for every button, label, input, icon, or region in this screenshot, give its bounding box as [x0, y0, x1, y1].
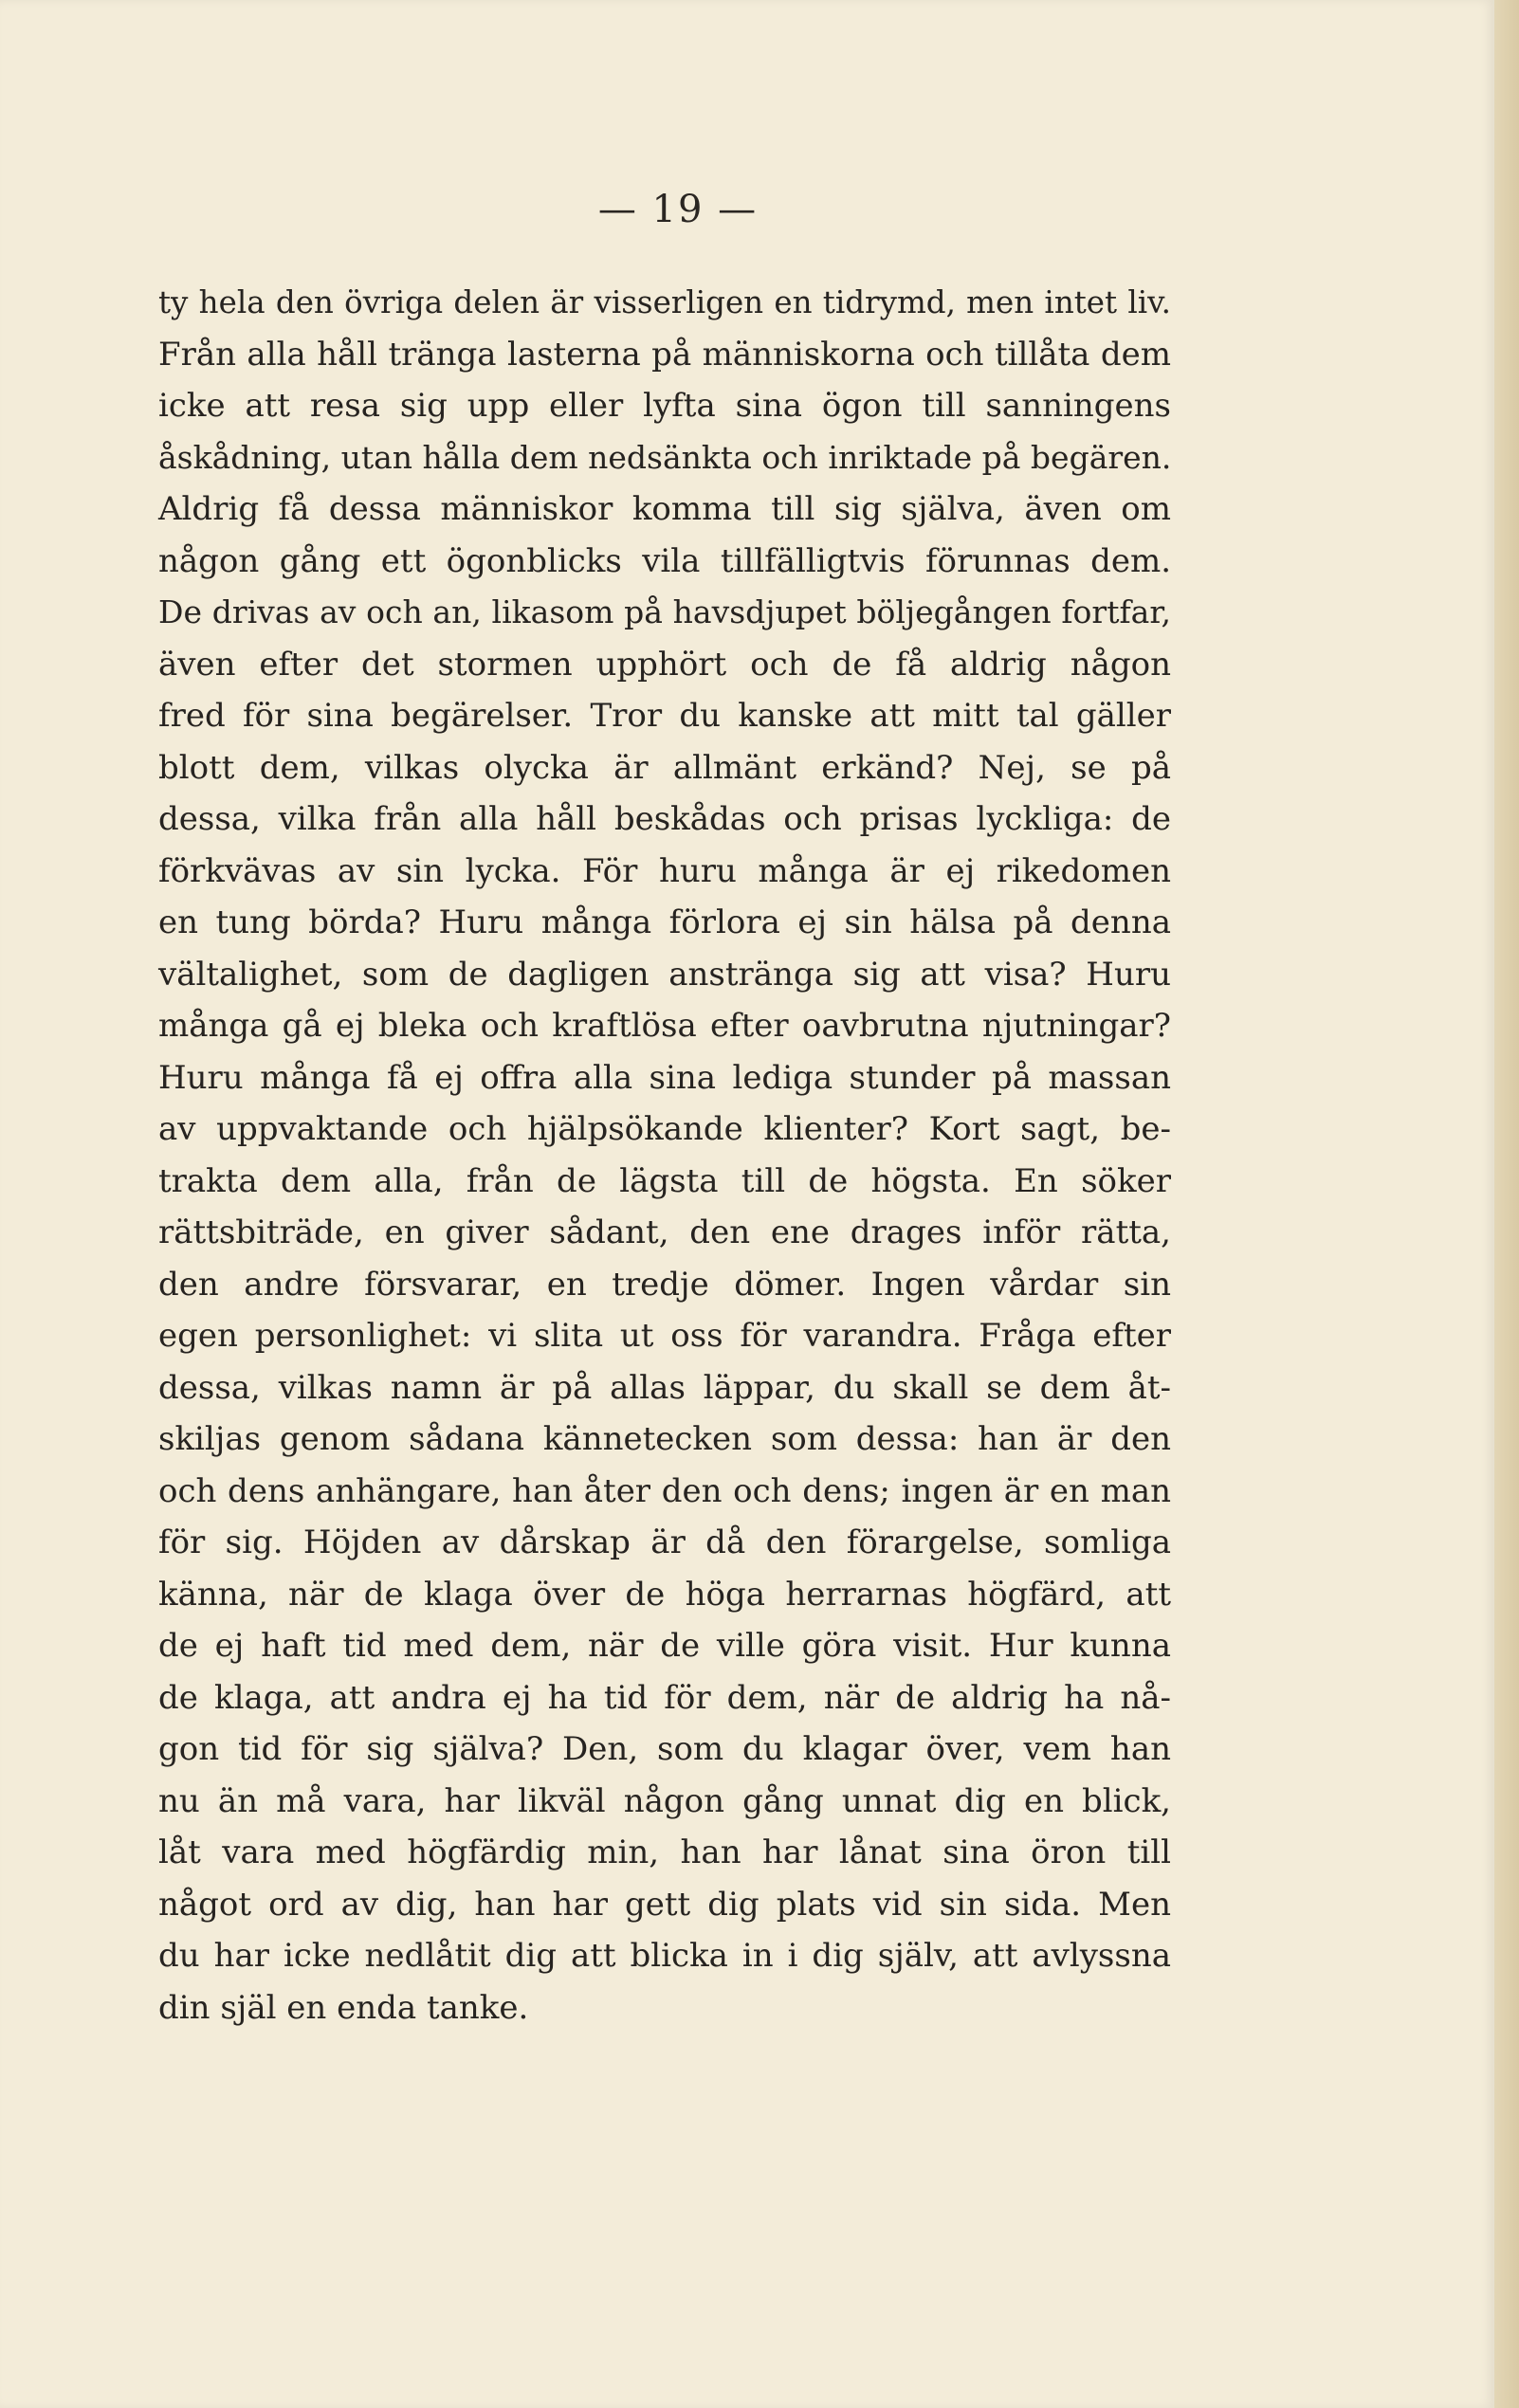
text-line: och dens anhängare, han åter den och dens; ingen är en man: [158, 1471, 1171, 1510]
text-line: blott dem, vilkas olycka är allmänt erkänd? Nej, se på: [158, 748, 1171, 787]
text-line: de ej haft tid med dem, när de ville göra visit. Hur kunna: [158, 1627, 1171, 1665]
page-number: — 19 —: [597, 188, 759, 231]
text-line: gon tid för sig själva? Den, som du klagar över, vem han: [158, 1730, 1171, 1768]
text-line: även efter det stormen upphört och de få aldrig någon: [158, 645, 1171, 684]
text-line: Aldrig få dessa människor komma till sig själva, även om: [158, 490, 1171, 528]
text-line: ty hela den övriga delen är visserligen en tidrymd, men intet liv.: [158, 284, 1171, 320]
body-text: [158, 277, 1171, 2034]
text-line: dessa, vilka från alla håll beskådas och prisas lyckliga: de: [158, 800, 1171, 838]
text-line: många gå ej bleka och kraftlösa efter oavbrutna njutningar?: [158, 1007, 1171, 1045]
text-line: känna, när de klaga över de höga herrarnas högfärd, att: [158, 1575, 1171, 1614]
text-line: vältalighet, som de dagligen anstränga sig att visa? Huru: [158, 955, 1171, 994]
text-line: fred för sina begärelser. Tror du kanske att mitt tal gäller: [158, 697, 1171, 735]
page-edge: [1494, 0, 1519, 2408]
text-line: någon gång ett ögonblicks vila tillfälligtvis förunnas dem.: [158, 541, 1171, 580]
text-line: De drivas av och an, likasom på havsdjupet böljegången fortfar,: [158, 593, 1171, 630]
text-line: låt vara med högfärdig min, han har lånat sina öron till: [158, 1833, 1171, 1871]
text-line: förkvävas av sin lycka. För huru många är ej rikedomen: [158, 851, 1171, 890]
text-line: något ord av dig, han har gett dig plats vid sin sida. Men: [158, 1885, 1171, 1924]
text-line: en tung börda? Huru många förlora ej sin hälsa på denna: [158, 903, 1171, 941]
text-line: åskådning, utan hålla dem nedsänkta och inriktade på begären.: [158, 438, 1172, 476]
text-line: av uppvaktande och hjälpsökande klienter? Kort sagt, be-: [158, 1110, 1171, 1148]
text-line: dessa, vilkas namn är på allas läppar, du skall se dem åt-: [158, 1368, 1171, 1407]
text-line: den andre försvarar, en tredje dömer. Ingen vårdar sin: [158, 1265, 1171, 1304]
text-line: rättsbiträde, en giver sådant, den ene drages inför rätta,: [158, 1213, 1171, 1251]
text-line: Huru många få ej offra alla sina lediga stunder på massan: [158, 1058, 1171, 1097]
text-line: Från alla håll tränga lasterna på människorna och tillåta dem: [158, 335, 1171, 374]
text-line: nu än må vara, har likväl någon gång unnat dig en blick,: [158, 1781, 1171, 1820]
text-line: skiljas genom sådana kännetecken som dessa: han är den: [158, 1420, 1171, 1458]
text-line: de klaga, att andra ej ha tid för dem, när de aldrig ha nå-: [158, 1678, 1171, 1717]
text-line: trakta dem alla, från de lägsta till de högsta. En söker: [158, 1161, 1171, 1200]
text-line: egen personlighet: vi slita ut oss för varandra. Fråga efter: [158, 1317, 1171, 1355]
text-line: för sig. Höjden av dårskap är då den förargelse, somliga: [158, 1523, 1171, 1561]
text-line: din själ en enda tanke.: [158, 1988, 529, 2027]
text-line: du har icke nedlåtit dig att blicka in i dig själv, att avlyssna: [158, 1937, 1171, 1975]
text-line: icke att resa sig upp eller lyfta sina ögon till sanningens: [158, 387, 1171, 425]
